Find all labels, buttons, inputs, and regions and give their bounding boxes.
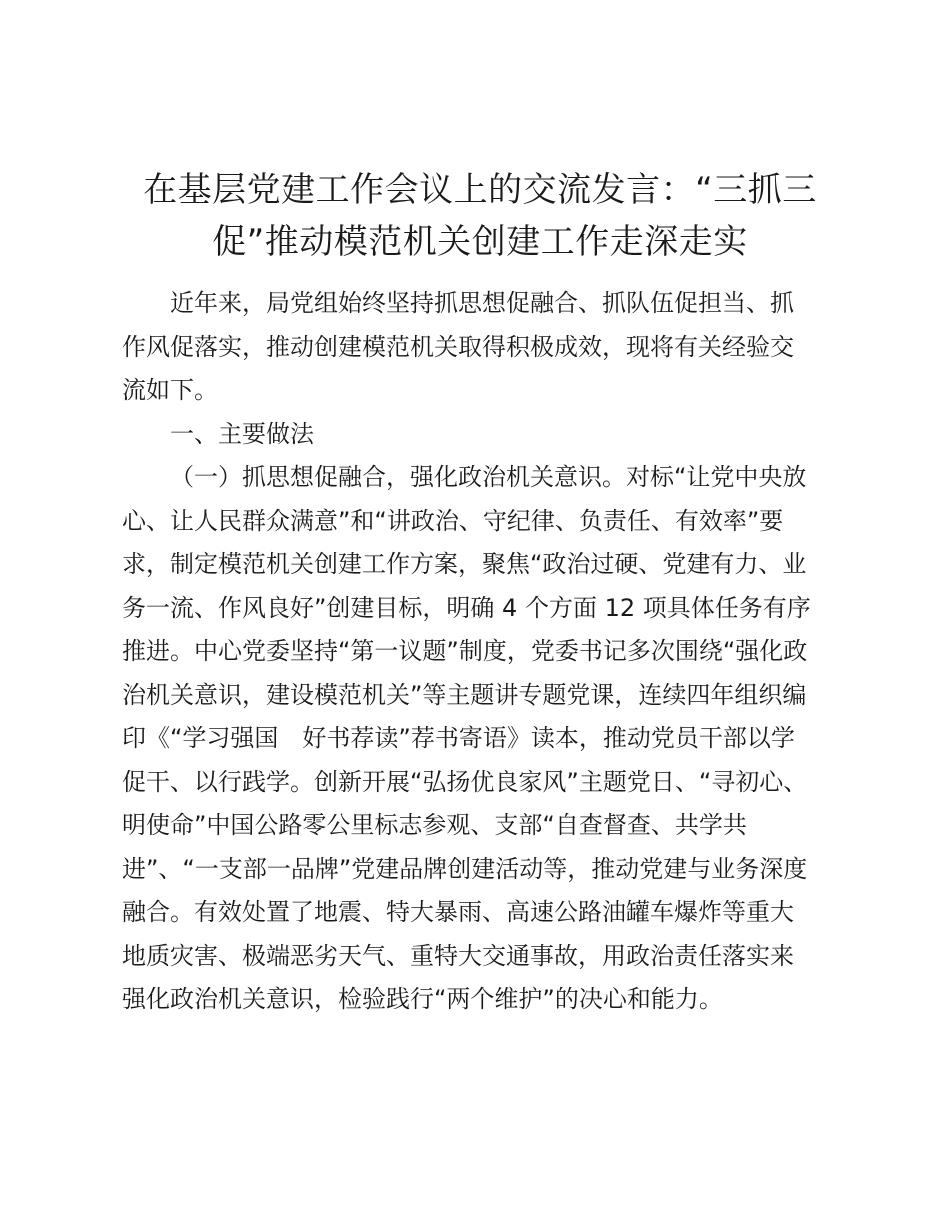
section-heading <box>122 413 842 457</box>
intro-paragraph <box>122 282 842 413</box>
paragraph-line: 流如下。 <box>122 376 218 404</box>
paragraph-line: 近年来，局党组始终坚持抓思想促融合、抓队伍促担当、抓 <box>170 289 794 317</box>
paragraph-line: 融合。有效处置了地震、特大暴雨、高速公路油罐车爆炸等重大 <box>122 898 794 926</box>
section-heading-text: 一、主要做法 <box>170 419 314 448</box>
body-paragraph <box>122 456 842 1022</box>
title-line: 促”推动模范机关创建工作走深走实 <box>212 222 748 262</box>
paragraph-line: 地质灾害、极端恶劣天气、重特大交通事故，用政治责任落实来 <box>122 941 794 970</box>
paragraph-line: 求，制定模范机关创建工作方案，聚焦“政治过硬、党建有力、业 <box>122 550 807 578</box>
paragraph-line: 务一流、作风良好”创建目标，明确 4 个方面 12 项具体任务有序 <box>122 593 811 622</box>
document-body <box>122 282 842 1022</box>
paragraph-line: （一）抓思想促融合，强化政治机关意识。对标“让党中央放 <box>170 463 807 491</box>
document-title <box>120 164 840 268</box>
paragraph-line: 心、让人民群众满意”和“讲政治、守纪律、负责任、有效率”要 <box>122 506 784 535</box>
paragraph-line: 作风促落实，推动创建模范机关取得积极成效，现将有关经验交 <box>122 332 794 361</box>
paragraph-line: 推进。中心党委坚持“第一议题”制度，党委书记多次围绕“强化政 <box>122 637 808 665</box>
paragraph-line: 促干、以行践学。创新开展“弘扬优良家风”主题党日、“寻初心、 <box>122 767 808 796</box>
paragraph-line: 强化政治机关意识，检验践行“两个维护”的决心和能力。 <box>122 985 723 1013</box>
paragraph-line: 印《“学习强国 好书荐读”荐书寄语》读本，推动党员干部以学 <box>122 724 795 752</box>
paragraph-line: 明使命”中国公路零公里标志参观、支部“自查督查、共学共 <box>122 811 747 839</box>
title-line: 在基层党建工作会议上的交流发言：“三抓三 <box>143 170 817 210</box>
paragraph-line: 进”、“一支部一品牌”党建品牌创建活动等，推动党建与业务深度 <box>122 854 808 883</box>
paragraph-line: 治机关意识，建设模范机关”等主题讲专题党课，连续四年组织编 <box>122 680 807 709</box>
